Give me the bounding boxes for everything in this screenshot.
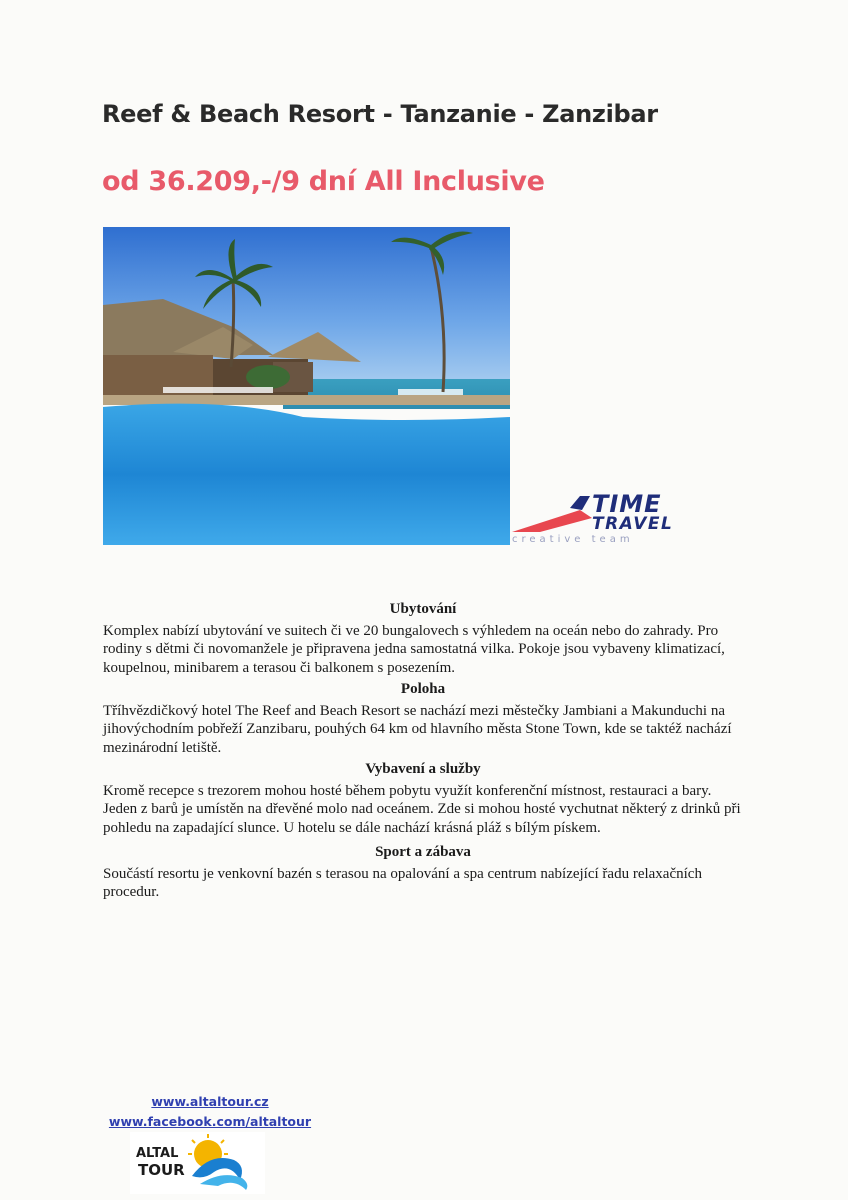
section-heading-vybaveni: Vybavení a služby	[365, 761, 481, 777]
website-link[interactable]: www.altaltour.cz	[151, 1094, 269, 1109]
section-text-ubytovani: Komplex nabízí ubytování ve suitech či ve 20 bungalovech s výhledem na oceán nebo do zahrady. Pro rodiny s dětmi či novomanžele je připravena jedna samostatná vilka. Pokoje jsou vybaveny klimatizací, koupelnou, minibarem a terasou či balkonem s posezením.	[103, 622, 725, 676]
time-travel-logo	[510, 488, 710, 548]
section-text-poloha: Tříhvězdičkový hotel The Reef and Beach Resort se nachází mezi městečky Jambiani a Makunduchi na jihovýchodním pobřeží Zanzibaru, pouhých 64 km od hlavního města Stone Town, kde se taktéž nachází mezinárodní letiště.	[103, 702, 732, 756]
logo-text-creative-team: creative team	[512, 534, 634, 545]
altal-tour-logo	[130, 1132, 265, 1194]
section-heading-sport: Sport a zábava	[375, 844, 471, 860]
section-heading-poloha: Poloha	[400, 681, 446, 697]
logo-swoosh-icon	[512, 510, 592, 532]
page-title: Reef & Beach Resort - Tanzanie - Zanzibar	[102, 100, 658, 128]
contact-links	[100, 1092, 320, 1132]
section-heading-ubytovani: Ubytování	[389, 601, 457, 617]
facebook-link[interactable]: www.facebook.com/altaltour	[108, 1114, 312, 1129]
section-text-sport: Součástí resortu je venkovní bazén s terasou na opalování a spa centrum nabízející řadu relaxačních procedur.	[103, 865, 702, 900]
tour-text: TOUR	[138, 1161, 185, 1179]
logo-text-time: TIME	[592, 490, 662, 518]
section-text-vybaveni: Kromě recepce s trezorem mohou hosté během pobytu využít konferenční místnost, restauraci a bary. Jeden z barů je umístěn na dřevěné molo nad oceánem. Zde si mohou hosté vychutnat některý z drinků při pohledu na zapadající slunce. U hotelu se dále nachází krásná pláž s bílým pískem.	[103, 782, 741, 836]
description	[103, 600, 743, 905]
logo-text-travel: TRAVEL	[592, 514, 674, 534]
altal-text: ALTAL	[136, 1146, 179, 1161]
resort-photo	[103, 227, 510, 545]
price-headline: od 36.209,-/9 dní All Inclusive	[102, 166, 545, 197]
